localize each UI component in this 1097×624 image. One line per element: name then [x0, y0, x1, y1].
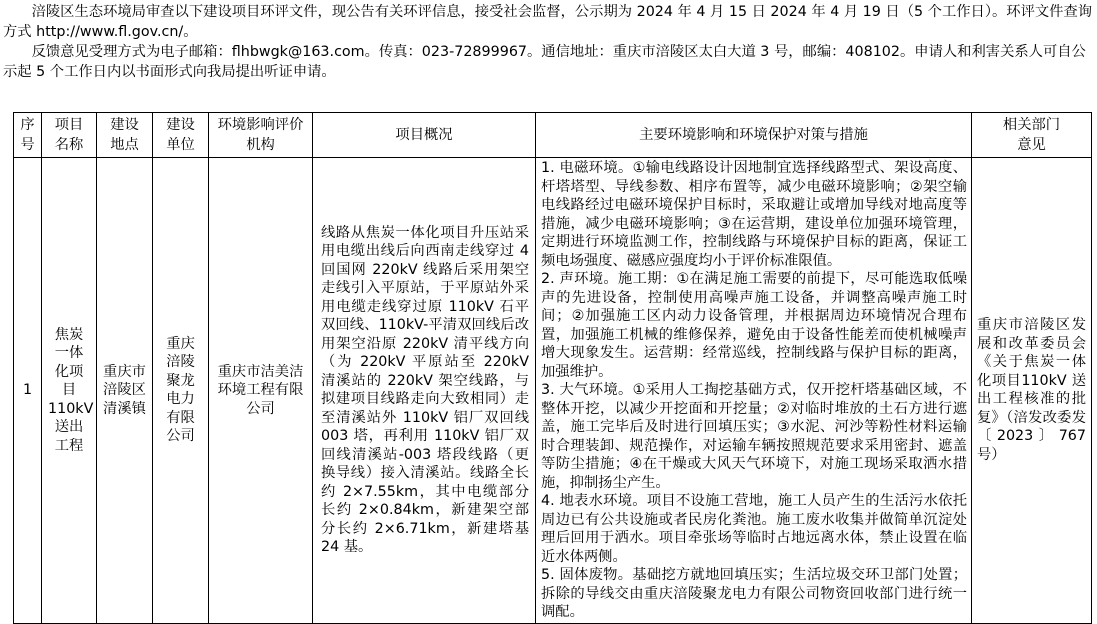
cell-project-name: 焦炭一体化项目110kV送出工程 [42, 158, 97, 624]
header-summary: 项目概况 [313, 113, 536, 158]
notice-paragraph-1: 涪陵区生态环境局审查以下建设项目环评文件，现公告有关环评信息，接受社会监督，公示期为 2024 年 4 月 15 日 2024 年 4 月 19 日（5 个工作日）。环评文件查询方式 http://www.fl.gov.cn/。 [3, 4, 1093, 40]
measure-solid-waste: 5. 固体废物。基础挖方就地回填压实；生活垃圾交环卫部门处置；拆除的导线交由重庆涪陵聚龙电力有限公司物资回收部门进行统一调配。 [541, 567, 967, 620]
measure-surface-water: 4. 地表水环境。项目不设施工营地，施工人员产生的生活污水依托周边已有公共设施或者民房化粪池。施工废水收集并做简单沉淀处理后回用于洒水。项目牵张场等临时占地远离水体，禁止设置在临近水体两侧。 [541, 493, 967, 565]
cell-eia-org: 重庆市洁美洁环境工程有限公司 [209, 158, 313, 624]
header-unit: 建设单位 [153, 113, 209, 158]
project-table [13, 112, 1092, 624]
cell-summary: 线路从焦炭一体化项目升压站采用电缆出线后向西南走线穿过 4 回国网 220kV 线路后采用架空走线引入平原站，于平原站外采用电缆走线穿过原 110kV 石平双回线、110kV-平清双回线后改用架空沿原 220kV 清平线方向（为 220kV 平原站至 220kV 清溪站的 220kV 架空线路，与拟建项目线路走向大致相同）走至清溪站外 110kV 铝厂双回线 003 塔，再利用 110kV 铝厂双回线清溪站-003 塔段线路（更换导线）接入清溪站。线路全长约 2×7.55km，其中电缆部分长约 2×0.84km，新建架空部分长约 2×6.71km，新建塔基 24 基。 [313, 158, 536, 624]
notice-paragraph-2: 反馈意见受理方式为电子邮箱：flhbwgk@163.com。传真：023-72899967。通信地址：重庆市涪陵区太白大道 3 号，邮编：408102。申请人和利害关系人可自公示起 5 个工作日内以书面形式向我局提出听证申请。 [3, 44, 1086, 80]
table-header-row [14, 113, 1092, 158]
cell-dept-opinion: 重庆市涪陵区发展和改革委员会《关于焦炭一体化项目110kV 送出工程核准的批复》（涪发改委发〔2023〕767号） [972, 158, 1092, 624]
table-row [14, 158, 1092, 624]
cell-measures [536, 158, 972, 624]
cell-location: 重庆市涪陵区清溪镇 [97, 158, 153, 624]
measure-air: 3. 大气环境。①采用人工掏挖基础方式，仅开挖杆塔基础区域，不整体开挖，以减少开挖面和开挖量；②对临时堆放的土石方进行遮盖，施工完毕后及时进行回填压实；③水泥、河沙等粉性材料运输时合理装卸、规范操作，对运输车辆按照规范要求采用密封、遮盖等防尘措施；④在干燥或大风天气环境下，对施工现场采取洒水措施，抑制扬尘产生。 [541, 382, 967, 491]
header-eia-org: 环境影响评价机构 [209, 113, 313, 158]
header-location: 建设地点 [97, 113, 153, 158]
measure-electromagnetic: 1. 电磁环境。①输电线路设计因地制宜选择线路型式、架设高度、杆塔塔型、导线参数、相序布置等，减少电磁环境影响；②架空输电线路经过电磁环境保护目标时，采取避让或增加导线对地高度等措施，减少电磁环境影响；③在运营期，建设单位加强环境管理，定期进行环境监测工作，控制线路与环境保护目标的距离，保证工频电场强度、磁感应强度均小于评价标准限值。 [541, 160, 967, 269]
header-project-name: 项目名称 [42, 113, 97, 158]
cell-seq: 1 [14, 158, 42, 624]
cell-unit: 重庆涪陵聚龙电力有限公司 [153, 158, 209, 624]
notice-text [3, 2, 1093, 82]
header-seq: 序号 [14, 113, 42, 158]
header-dept-opinion: 相关部门意见 [972, 113, 1092, 158]
header-measures: 主要环境影响和环境保护对策与措施 [536, 113, 972, 158]
measure-noise: 2. 声环境。施工期：①在满足施工需要的前提下，尽可能选取低噪声的先进设备，控制使用高噪声施工设备，并调整高噪声施工时间；②加强施工区内动力设备管理，并根据周边环境情况合理布置，加强施工机械的维修保养，避免由于设备性能差而使机械噪声增大现象发生。运营期：经常巡线，控制线路与保护目标的距离，加强维护。 [541, 271, 967, 380]
